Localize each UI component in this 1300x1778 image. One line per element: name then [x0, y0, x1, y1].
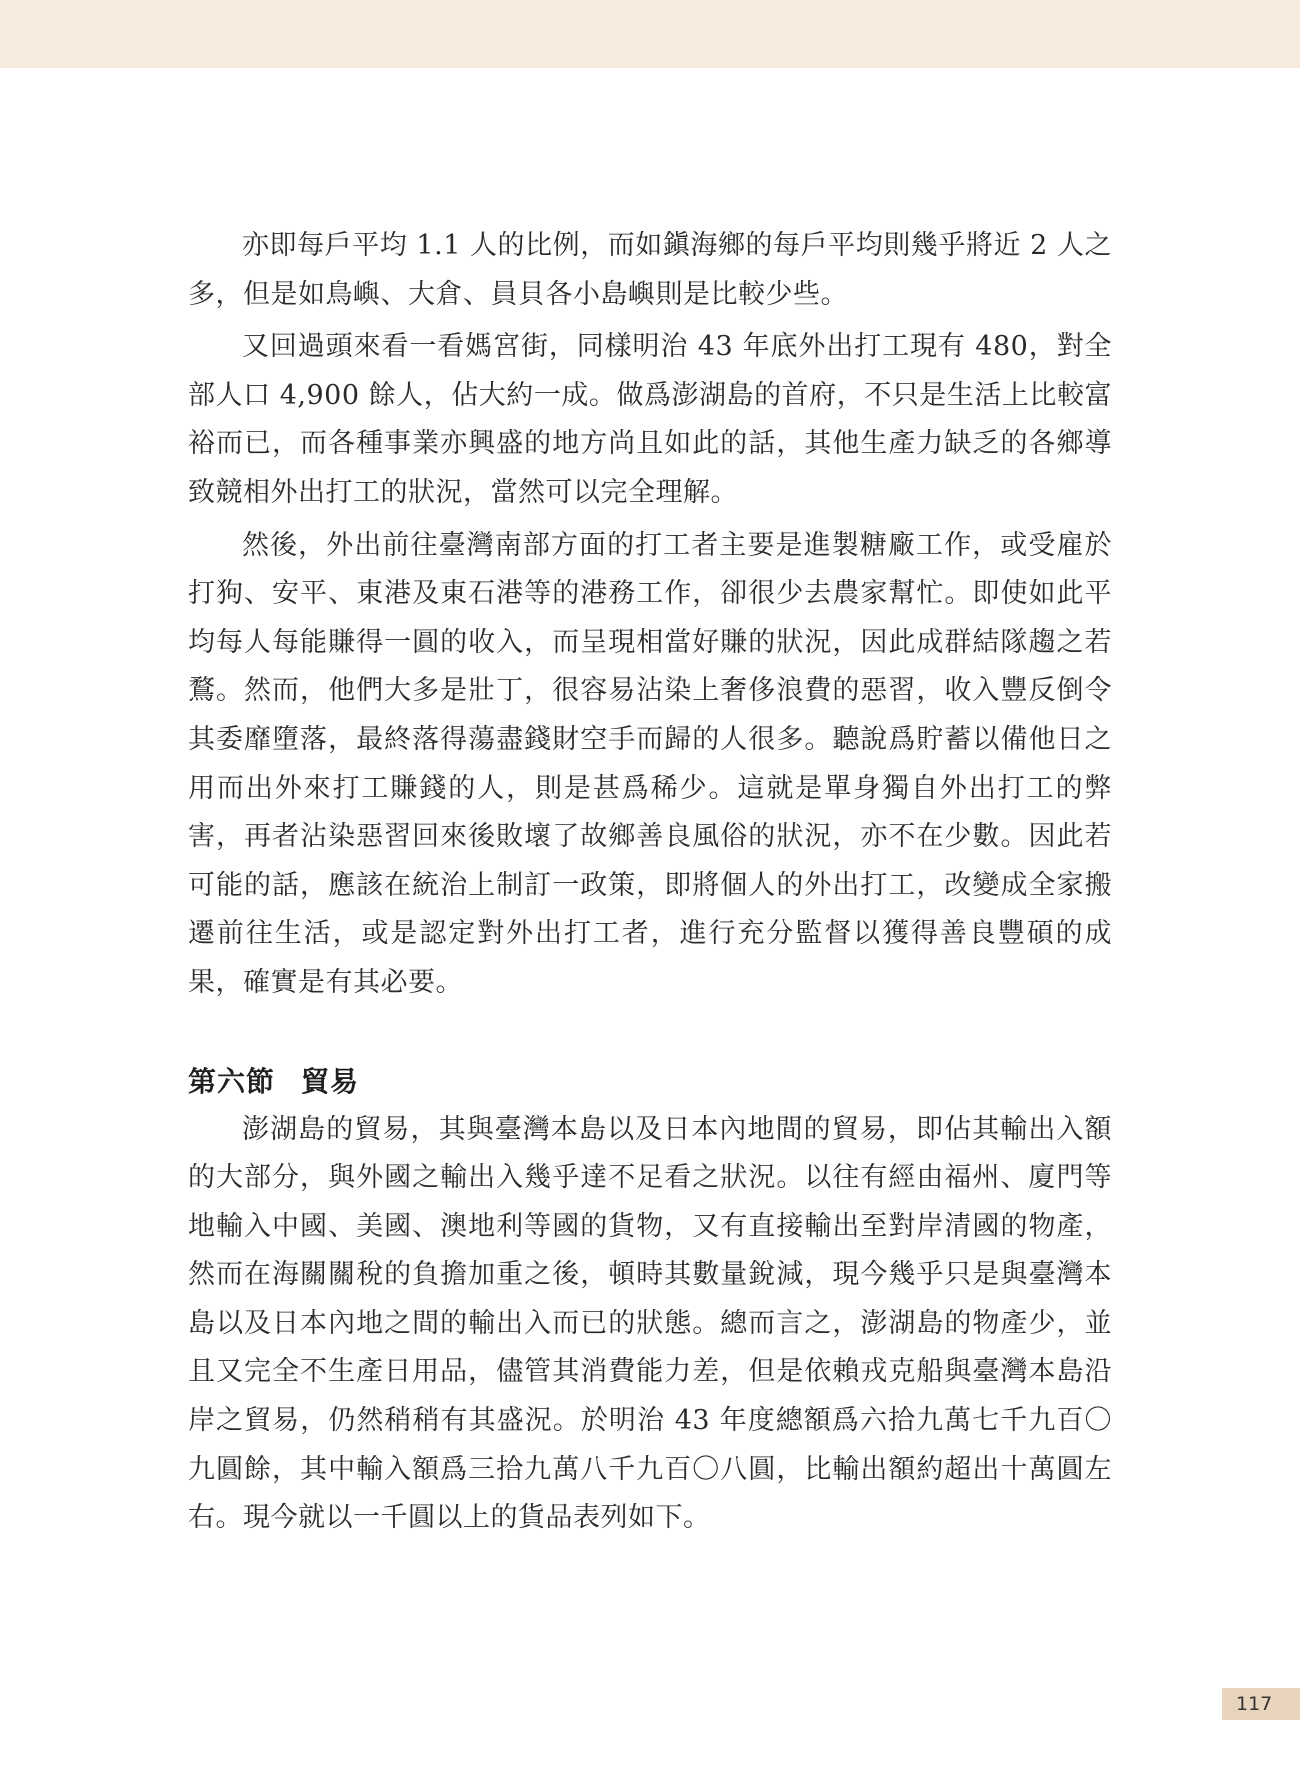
section-number: 第六節 [188, 1064, 276, 1098]
top-header-band [0, 0, 1300, 68]
paragraph-household-ratio: 亦即每戶平均 1.1 人的比例，而如鎭海鄉的每戶平均則幾乎將近 2 人之多，但是如鳥嶼、大倉、員貝各小島嶼則是比較少些。 [188, 230, 1112, 310]
paragraph-trade: 澎湖島的貿易，其與臺灣本島以及日本內地間的貿易，即佔其輸出入額的大部分，與外國之輸出入幾乎達不足看之狀況。以往有經由福州、廈門等地輸入中國、美國、澳地利等國的貨物，又有直接輸出至對岸清國的物產，然而在海關關稅的負擔加重之後，頓時其數量銳減，現今幾乎只是與臺灣本島以及日本內地之間的輸出入而已的狀態。總而言之，澎湖島的物產少，並且又完全不生產日用品，儘管其消費能力差，但是依賴戎克船與臺灣本島沿岸之貿易，仍然稍稍有其盛況。於明治 43 年度總額爲六拾九萬七千九百〇九圓餘，其中輸入額爲三拾九萬八千九百〇八圓，比輸出額約超出十萬圓左右。現今就以一千圓以上的貨品表列如下。 [188, 1113, 1112, 1534]
paragraph-magong-street: 又回過頭來看一看媽宮街，同樣明治 43 年底外出打工現有 480，對全部人口 4,900 餘人，佔大約一成。做爲澎湖島的首府，不只是生活上比較富裕而已，而各種事業亦興盛的地方尚且如此的話，其他生產力缺乏的各鄉導致競相外出打工的狀況，當然可以完全理解。 [188, 331, 1112, 508]
paragraph-southern-taiwan-workers: 然後，外出前往臺灣南部方面的打工者主要是進製糖廠工作，或受雇於打狗、安平、東港及東石港等的港務工作，卻很少去農家幫忙。即使如此平均每人每能賺得一圓的收入，而呈現相當好賺的狀況，因此成群結隊趨之若鶩。然而，他們大多是壯丁，很容易沾染上奢侈浪費的惡習，收入豐反倒令其委靡墮落，最終落得蕩盡錢財空手而歸的人很多。聽說爲貯蓄以備他日之用而出外來打工賺錢的人，則是甚爲稀少。這就是單身獨自外出打工的弊害，再者沾染惡習回來後敗壞了故鄉善良風俗的狀況，亦不在少數。因此若可能的話，應該在統治上制訂一政策，即將個人的外出打工，改變成全家搬遷前往生活，或是認定對外出打工者，進行充分監督以獲得善良豐碩的成果，確實是有其必要。 [188, 529, 1112, 998]
page-body [188, 222, 1112, 1543]
section-heading [188, 1058, 1112, 1106]
page-number: 117 [1222, 1688, 1300, 1720]
section-title: 貿易 [301, 1064, 360, 1098]
